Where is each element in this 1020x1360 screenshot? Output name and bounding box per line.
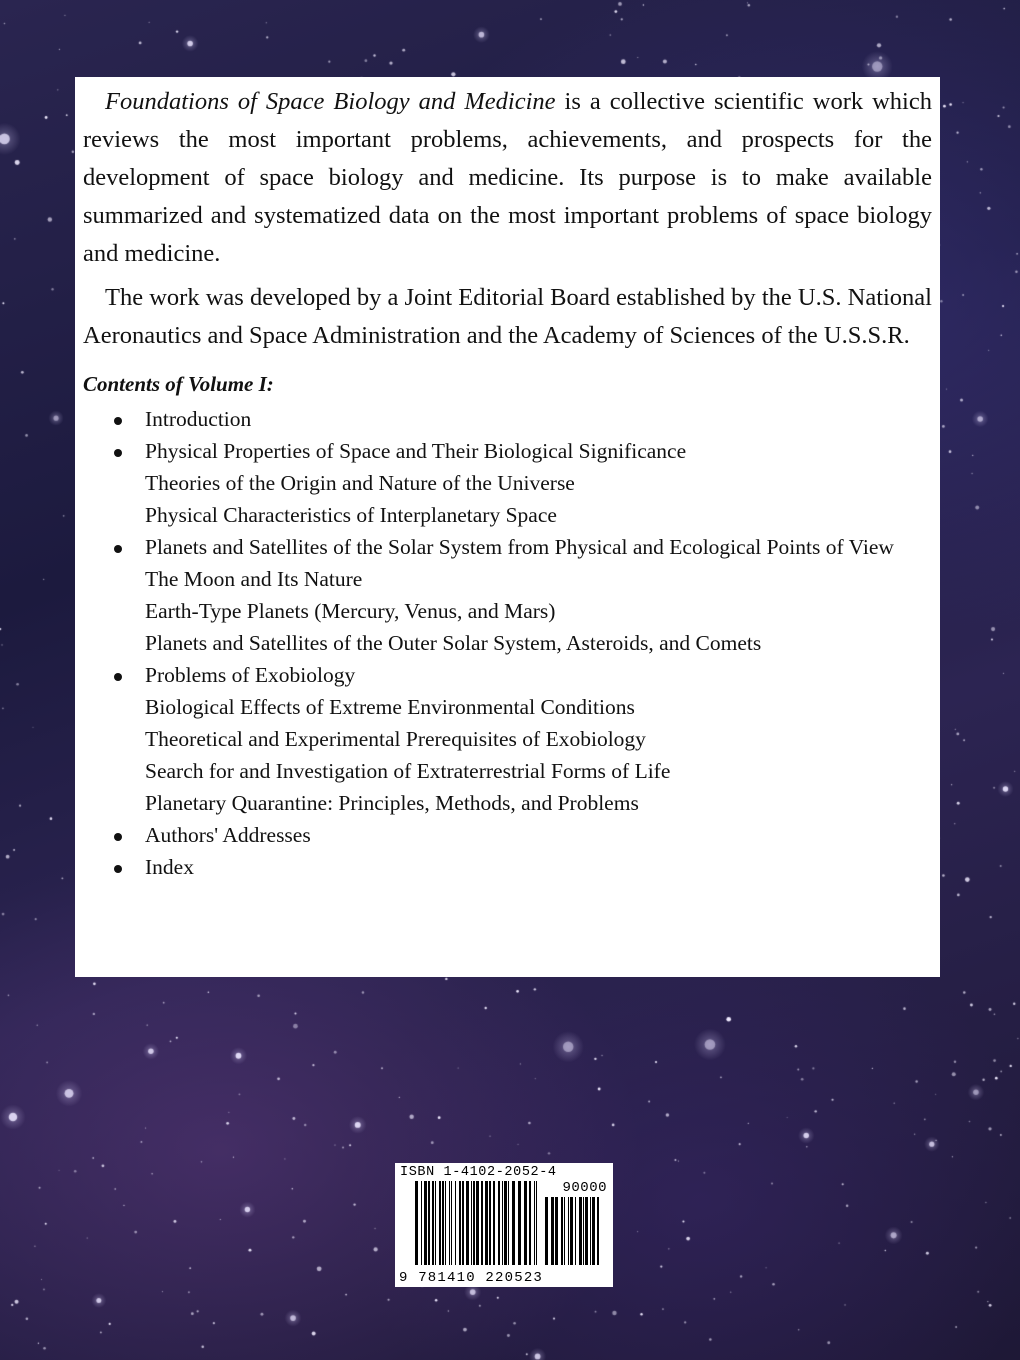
book-title: Foundations of Space Biology and Medicine (105, 88, 556, 115)
contents-subitem: Theoretical and Experimental Prerequisites of Exobiology (145, 727, 646, 751)
contents-item: Index (83, 851, 932, 883)
contents-subitem: Planetary Quarantine: Principles, Methods, and Problems (145, 791, 639, 815)
barcode-bars-addon (545, 1197, 601, 1265)
isbn-barcode (395, 1163, 613, 1287)
barcode-bars-main (415, 1181, 541, 1265)
contents-subitem: Biological Effects of Extreme Environmental Conditions (145, 695, 635, 719)
contents-subitem: Theories of the Origin and Nature of the Universe (145, 471, 575, 495)
contents-heading: Contents of Volume I: (83, 372, 274, 396)
contents-list (83, 403, 932, 883)
price-code: 90000 (562, 1180, 607, 1196)
contents-subitem: Physical Characteristics of Interplanetary Space (145, 503, 557, 527)
contents-item: Problems of Exobiology (83, 659, 932, 691)
contents-item: Physical Properties of Space and Their Biological Significance (83, 435, 932, 467)
description-paragraph-1-text: is a collective scientific work which reviews the most important problems, achievements, and prospects for the development of space biology and medicine. Its purpose is to make available summarized and systematized data on the most important problems of space biology and medicine. (83, 88, 932, 267)
ean-number: 9 781410 220523 (399, 1270, 544, 1286)
contents-item: Introduction (83, 403, 932, 435)
contents-item: Planets and Satellites of the Solar System from Physical and Ecological Points of View (83, 531, 932, 563)
contents-subitem: Search for and Investigation of Extraterrestrial Forms of Life (145, 759, 671, 783)
description-panel (75, 77, 940, 977)
contents-subitem: Planets and Satellites of the Outer Solar System, Asteroids, and Comets (145, 631, 762, 655)
description-paragraph-1 (83, 83, 932, 273)
contents-item: Authors' Addresses (83, 819, 932, 851)
contents-subitem: The Moon and Its Nature (145, 567, 363, 591)
isbn-text: ISBN 1-4102-2052-4 (400, 1165, 557, 1180)
contents-subitem: Earth-Type Planets (Mercury, Venus, and Mars) (145, 599, 556, 623)
description-paragraph-2: The work was developed by a Joint Editorial Board established by the U.S. National Aeronautics and Space Administration and the Academy of Sciences of the U.S.S.R. (83, 284, 932, 349)
